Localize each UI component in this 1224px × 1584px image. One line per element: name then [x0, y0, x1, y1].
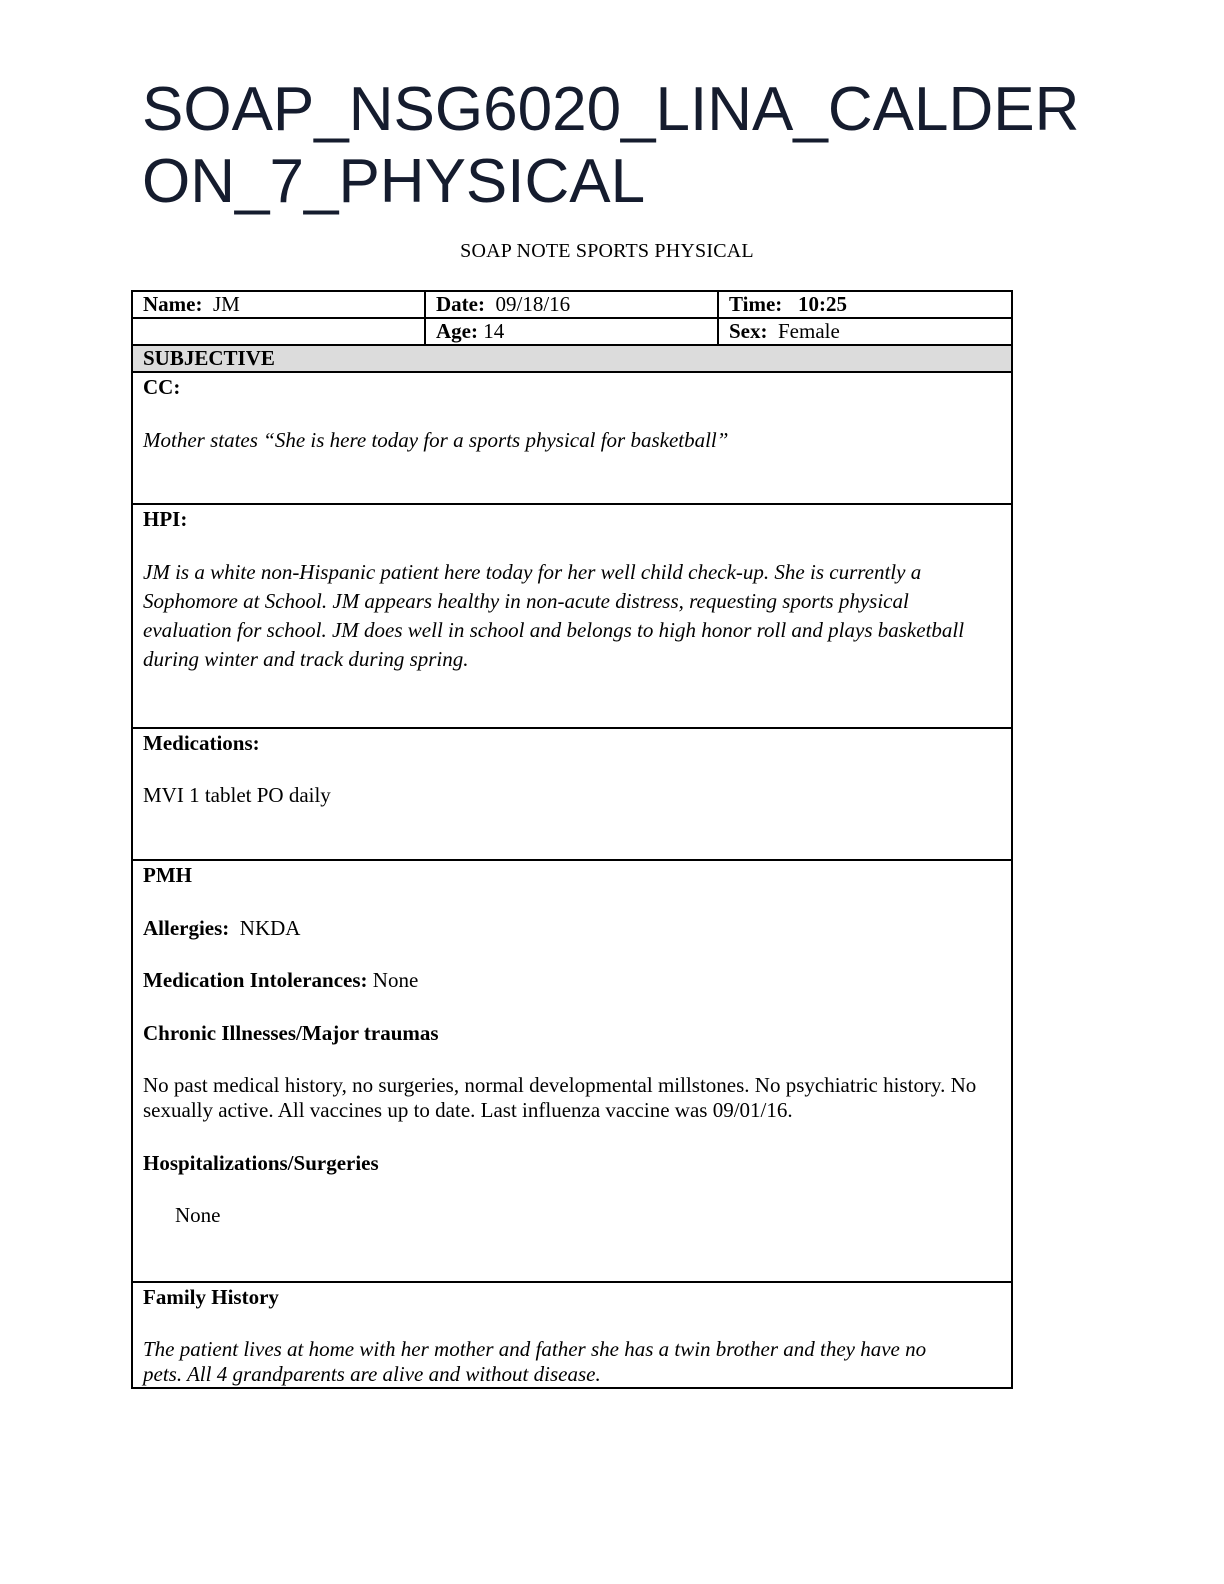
- time-value: 10:25: [798, 292, 848, 316]
- medications-row: [132, 728, 1012, 860]
- allergies-label: Allergies:: [143, 916, 230, 940]
- hospitalizations-value: None: [175, 1203, 221, 1227]
- age-value: 14: [483, 319, 505, 343]
- hpi-label: HPI:: [143, 507, 188, 531]
- allergies-value: NKDA: [239, 916, 301, 940]
- cc-block: [132, 372, 1012, 504]
- sex-label: Sex:: [729, 319, 768, 343]
- name-value: JM: [212, 292, 240, 316]
- document-title: SOAP_NSG6020_LINA_CALDERON_7_PHYSICAL: [142, 75, 1080, 216]
- date-value: 09/18/16: [495, 292, 571, 316]
- cc-label: CC:: [143, 375, 181, 399]
- hospitalizations-label: Hospitalizations/Surgeries: [143, 1151, 379, 1175]
- hpi-text: JM is a white non-Hispanic patient here today for her well child check-up. She is currently a Sophomore at School. JM appears healthy in non-acute distress, requesting sports physical evaluation for school. JM does well in school and belongs to high honor roll and plays basketball during winter and track during spring.: [143, 560, 965, 671]
- time-label: Time:: [729, 292, 783, 316]
- subjective-section-row: [132, 345, 1012, 372]
- time-cell: [718, 291, 1012, 318]
- cc-row: [132, 372, 1012, 504]
- family-history-text: The patient lives at home with her mother and father she has a twin brother and they have no pets. All 4 grandparents are alive and without disease.: [143, 1337, 927, 1386]
- chronic-text: No past medical history, no surgeries, normal developmental millstones. No psychiatric history. No sexually active. All vaccines up to date. Last influenza vaccine was 09/01/16.: [143, 1073, 977, 1122]
- medications-block: [132, 728, 1012, 860]
- name-cell: [132, 291, 425, 318]
- age-cell: [425, 318, 718, 345]
- date-label: Date:: [436, 292, 485, 316]
- family-history-row: [132, 1282, 1012, 1388]
- pmh-row: [132, 860, 1012, 1282]
- hpi-block: [132, 504, 1012, 728]
- pmh-block: [132, 860, 1012, 1282]
- family-history-label: Family History: [143, 1285, 279, 1309]
- pmh-label: PMH: [143, 863, 192, 887]
- medications-text: MVI 1 tablet PO daily: [143, 783, 331, 807]
- empty-cell: [132, 318, 425, 345]
- sex-cell: [718, 318, 1012, 345]
- cc-text: Mother states “She is here today for a sports physical for basketball”: [143, 428, 729, 452]
- header-row-1: [132, 291, 1012, 318]
- intolerances-label: Medication Intolerances:: [143, 968, 368, 992]
- soap-table: [131, 290, 1013, 1389]
- note-title: SOAP NOTE SPORTS PHYSICAL: [460, 240, 754, 262]
- chronic-label: Chronic Illnesses/Major traumas: [143, 1021, 439, 1045]
- medications-label: Medications:: [143, 731, 260, 755]
- age-label: Age:: [436, 319, 478, 343]
- date-cell: [425, 291, 718, 318]
- intolerances-value: None: [372, 968, 419, 992]
- subjective-heading: SUBJECTIVE: [132, 345, 1012, 372]
- family-history-block: [132, 1282, 1012, 1388]
- name-label: Name:: [143, 292, 203, 316]
- header-row-2: [132, 318, 1012, 345]
- hpi-row: [132, 504, 1012, 728]
- sex-value: Female: [778, 319, 840, 343]
